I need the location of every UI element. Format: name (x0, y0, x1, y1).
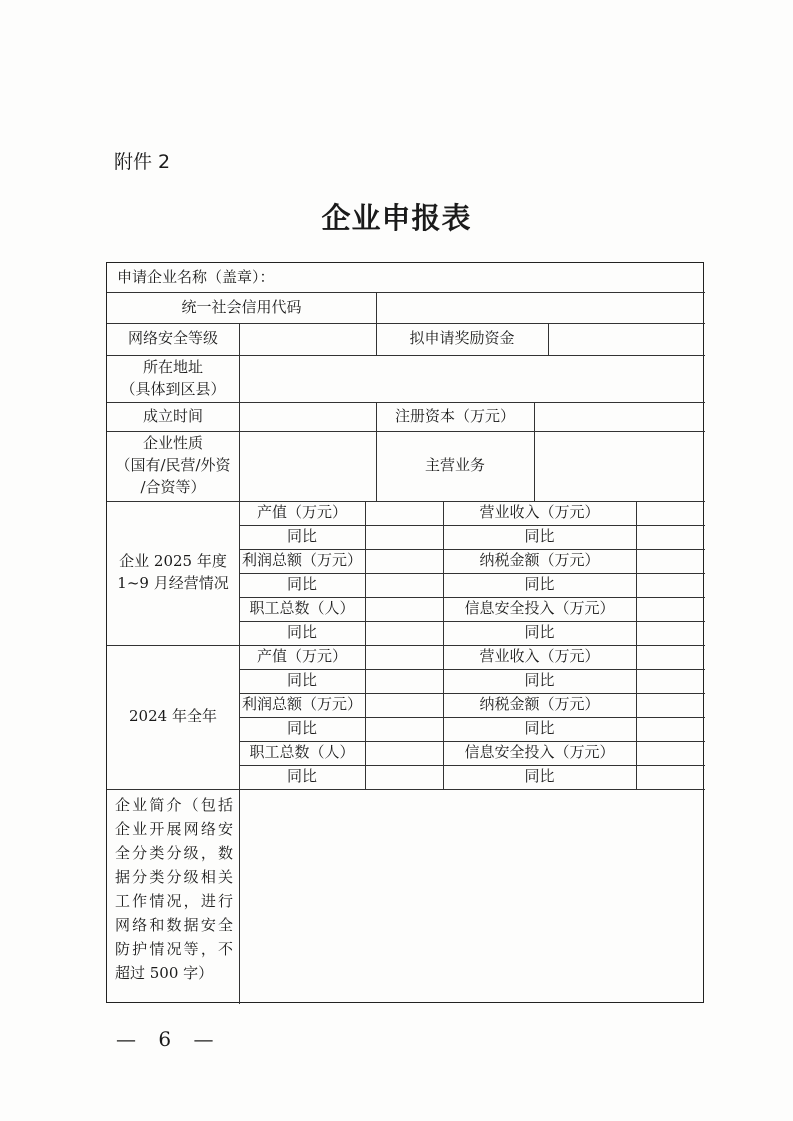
revenue-label-2025: 营业收入（万元） (479, 503, 600, 522)
total-profit-label-2024: 利润总额（万元） (241, 695, 362, 714)
application-form-table (106, 262, 704, 1003)
yoy-label: 同比 (524, 575, 555, 594)
employees-label-2025: 职工总数（人） (249, 599, 355, 618)
company-intro-label: 企业简介（包括企业开展网络安全分类分级，数据分类分级相关工作情况，进行网络和数据安全防护情况等，不超过 500 字） (115, 796, 233, 982)
section-2025-line2: 1~9 月经营情况 (117, 574, 229, 592)
yoy-label: 同比 (286, 527, 317, 546)
nature-field[interactable] (239, 431, 376, 501)
revenue-label-2024: 营业收入（万元） (479, 647, 600, 666)
established-label: 成立时间 (142, 406, 203, 425)
section-2025-label (107, 501, 239, 645)
employees-label-2024: 职工总数（人） (249, 743, 355, 762)
yoy-label: 同比 (286, 671, 317, 690)
section-2024-label: 2024 年全年 (129, 707, 217, 726)
nature-label (107, 431, 239, 501)
page-number: — 6 — (116, 1027, 222, 1051)
address-label-line1: 所在地址 (142, 357, 203, 376)
security-level-field[interactable] (239, 323, 376, 355)
form-title: 企业申报表 (321, 201, 472, 235)
output-value-label-2025: 产值（万元） (256, 503, 347, 522)
security-investment-label-2024: 信息安全投入（万元） (464, 743, 615, 762)
yoy-label: 同比 (524, 527, 555, 546)
address-label (107, 355, 239, 402)
established-field[interactable] (239, 402, 376, 431)
nature-label-line2: （国有/民营/外资 (115, 456, 231, 475)
total-profit-label-2025: 利润总额（万元） (241, 551, 362, 570)
main-business-field[interactable] (534, 431, 705, 501)
output-value-label-2024: 产值（万元） (256, 647, 347, 666)
security-level-label: 网络安全等级 (127, 329, 218, 348)
nature-label-line1: 企业性质 (142, 434, 203, 453)
yoy-label: 同比 (286, 767, 317, 786)
applicant-name-label: 申请企业名称（盖章）： (117, 267, 275, 286)
credit-code-label: 统一社会信用代码 (181, 297, 302, 316)
yoy-label: 同比 (524, 719, 555, 738)
security-investment-label-2025: 信息安全投入（万元） (464, 599, 615, 618)
attachment-label: 附件 2 (114, 151, 171, 173)
yoy-label: 同比 (286, 719, 317, 738)
proposed-fund-label: 拟申请奖励资金 (409, 329, 515, 348)
address-field[interactable] (239, 355, 705, 402)
section-2025-line1: 企业 2025 年度 (119, 552, 227, 571)
nature-label-line3: /合资等） (140, 477, 206, 496)
proposed-fund-field[interactable] (548, 323, 705, 355)
company-intro-field[interactable] (240, 790, 704, 1003)
registered-capital-label: 注册资本（万元） (394, 406, 515, 425)
yoy-label: 同比 (286, 575, 317, 594)
main-business-label: 主营业务 (424, 456, 485, 475)
yoy-label: 同比 (524, 623, 555, 642)
address-label-line2: （具体到区县） (120, 379, 226, 398)
tax-paid-label-2025: 纳税金额（万元） (479, 551, 600, 570)
credit-code-field[interactable] (376, 292, 705, 323)
yoy-label: 同比 (524, 767, 555, 786)
tax-paid-label-2024: 纳税金额（万元） (479, 695, 600, 714)
yoy-label: 同比 (524, 671, 555, 690)
registered-capital-field[interactable] (534, 402, 705, 431)
yoy-label: 同比 (286, 623, 317, 642)
